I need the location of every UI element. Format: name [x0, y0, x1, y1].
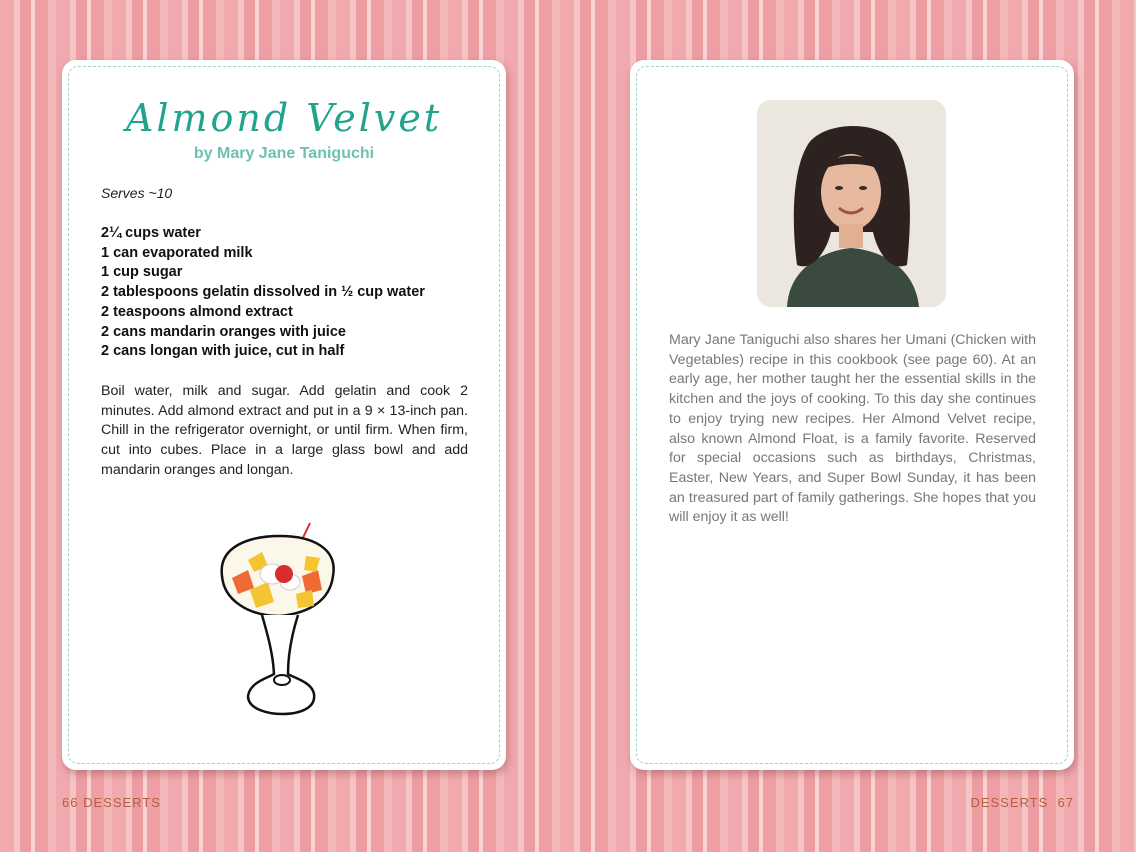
left-folio: [62, 795, 161, 810]
eye: [835, 186, 843, 190]
author-bio: Mary Jane Taniguchi also shares her Umani (Chicken with Vegetables) recipe in this cookbook (see page 60). At an early age, her mother taught her the essential skills in the kitchen and the joys of cooking. To this day she continues to enjoy trying new recipes. Her Almond Velvet recipe, also known Almond Float, is a family favorite. Reserved for special occasions such as birthdays, Christmas, Easter, New Years, and Super Bowl Sunday, it has been an treasured part of family gatherings. She hopes that you will enjoy it as well!: [669, 332, 1036, 526]
ingredient-item: 2 cans longan with juice, cut in half: [101, 343, 345, 360]
ingredient-item: 2 teaspoons almond extract: [101, 303, 293, 320]
right-folio: [970, 795, 1074, 810]
section-name: DESSERTS: [83, 795, 161, 810]
ingredient-item: 2 tablespoons gelatin dissolved in ½ cup water: [101, 284, 425, 301]
author-portrait: [757, 100, 946, 307]
dessert-glass-illustration: [210, 518, 345, 718]
page-number: 66: [62, 795, 79, 810]
ingredient-item: 2¼ cups water: [101, 225, 201, 241]
ingredient-item: 1 cup sugar: [101, 264, 183, 281]
ingredient-item: 2 cans mandarin oranges with juice: [101, 323, 346, 340]
glass-stem: [248, 615, 314, 714]
recipe-title: Almond Velvet: [125, 96, 443, 140]
section-name: DESSERTS: [970, 795, 1049, 810]
ingredient-item: 1 can evaporated milk: [101, 244, 253, 261]
recipe-byline: by Mary Jane Taniguchi: [193, 145, 375, 162]
neck: [839, 224, 863, 248]
recipe-directions: Boil water, milk and sugar. Add gelatin and cook 2 minutes. Add almond extract and put in a 9 × 13-inch pan. Chill in the refrigerator overnight, or until firm. When firm, cut into cubes. Place in a large glass bowl and add mandarin oranges and longan.: [101, 383, 468, 478]
cherry: [275, 565, 293, 583]
page-number: 67: [1057, 795, 1074, 810]
serves-count: Serves ~10: [101, 185, 173, 201]
eye: [859, 186, 867, 190]
ingredient-list: [101, 224, 425, 362]
